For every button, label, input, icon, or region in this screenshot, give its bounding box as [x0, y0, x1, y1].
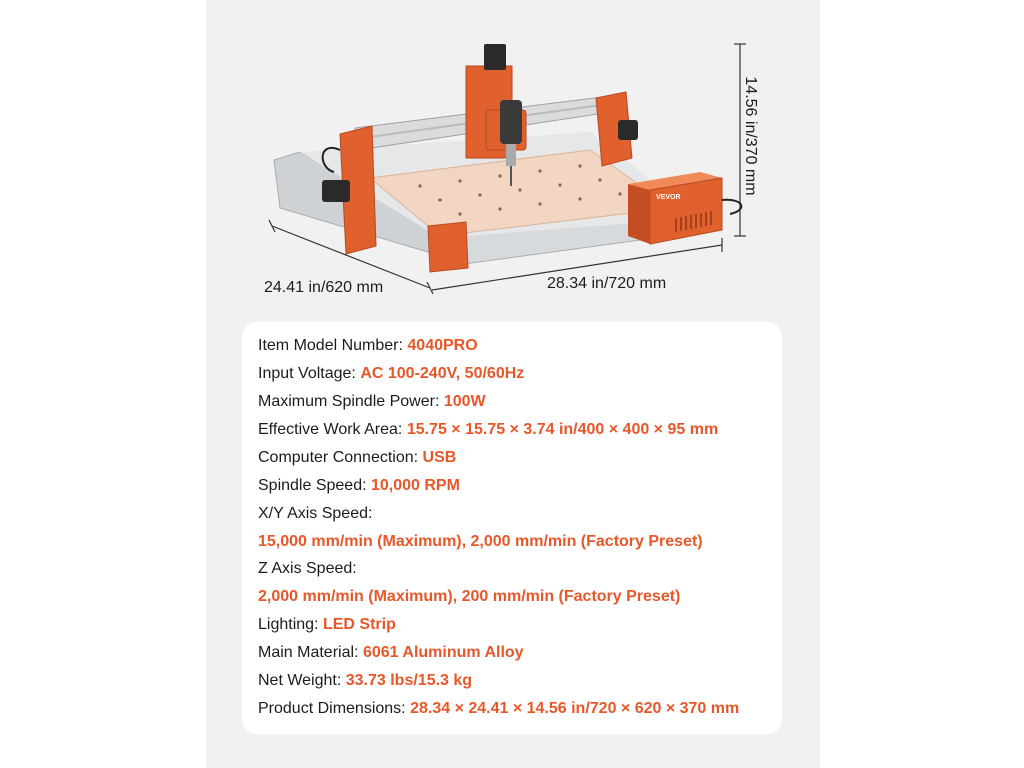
depth-dimension: 24.41 in/620 mm: [264, 279, 384, 296]
spec-power: [258, 392, 486, 412]
spec-label: Net Weight:: [258, 672, 342, 689]
spec-lighting: [258, 615, 396, 635]
spec-z-speed-value: 2,000 mm/min (Maximum), 200 mm/min (Factory Preset): [258, 588, 681, 605]
spindle-collet: [506, 144, 516, 166]
spec-voltage: [258, 364, 524, 384]
height-dimension: 14.56 in/370 mm: [742, 76, 759, 196]
spec-material: [258, 643, 524, 663]
width-dimension: 28.34 in/720 mm: [547, 275, 667, 292]
spec-value: 100W: [443, 393, 486, 410]
spec-spindle-speed: [258, 476, 460, 496]
spec-product-dimensions: [258, 699, 739, 719]
spec-label: Input Voltage:: [258, 365, 356, 382]
stepper-motor-left: [322, 180, 350, 202]
z-motor: [484, 44, 506, 70]
cable: [722, 200, 741, 214]
spindle-motor: [500, 100, 522, 144]
spec-value: 28.34 × 24.41 × 14.56 in/720 × 620 × 370 mm: [410, 700, 740, 717]
spec-value: 10,000 RPM: [370, 477, 460, 494]
spec-value: USB: [422, 449, 457, 466]
spec-label: Product Dimensions:: [258, 700, 406, 717]
spec-connection: [258, 448, 456, 468]
spec-label: Effective Work Area:: [258, 421, 403, 438]
spec-value: 33.73 lbs/15.3 kg: [345, 672, 473, 689]
spec-value: 15.75 × 15.75 × 3.74 in/400 × 400 × 95 mm: [406, 421, 719, 438]
spec-xy-speed-label: X/Y Axis Speed:: [258, 505, 373, 522]
stepper-motor-right: [618, 120, 638, 140]
spec-value: 6061 Aluminum Alloy: [362, 644, 524, 661]
spec-label: Maximum Spindle Power:: [258, 393, 440, 410]
cnc-machine-illustration: [206, 0, 820, 310]
controller-box-side: [628, 184, 650, 244]
spec-label: Spindle Speed:: [258, 477, 367, 494]
spec-weight: [258, 671, 472, 691]
spec-label: Item Model Number:: [258, 337, 403, 354]
spec-value: LED Strip: [322, 616, 396, 633]
spec-xy-speed-value: 15,000 mm/min (Maximum), 2,000 mm/min (Factory Preset): [258, 533, 703, 550]
spec-value: AC 100-240V, 50/60Hz: [360, 365, 525, 382]
spec-model: [258, 336, 478, 356]
spec-z-speed-label: Z Axis Speed:: [258, 560, 357, 577]
spec-label: Main Material:: [258, 644, 359, 661]
spec-label: Lighting:: [258, 616, 319, 633]
brand-logo: VEVOR: [656, 194, 681, 201]
spec-work-area: [258, 420, 718, 440]
front-corner-plate: [428, 222, 468, 272]
spec-label: Computer Connection:: [258, 449, 419, 466]
spec-value: 4040PRO: [407, 337, 478, 354]
